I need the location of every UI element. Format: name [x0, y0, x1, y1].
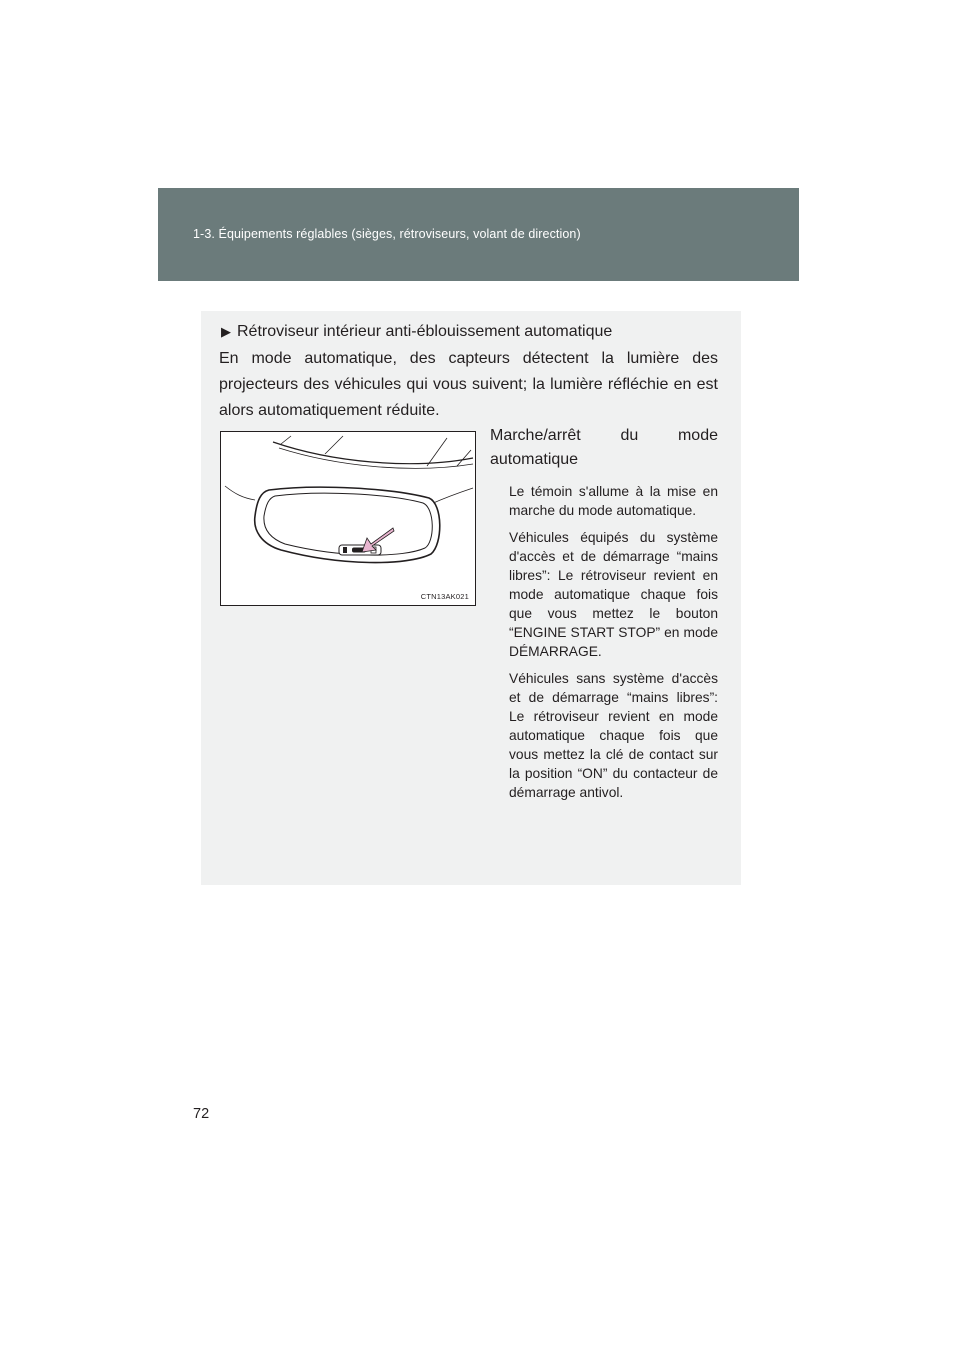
rearview-mirror-drawing — [221, 432, 475, 605]
chapter-header-title: 1-3. Équipements réglables (sièges, rétroviseurs, volant de direction) — [193, 227, 581, 241]
subsection-heading-line1: Marche/arrêt du mode — [490, 427, 718, 444]
subsection-heading-line2: automatique — [490, 451, 579, 468]
triangle-bullet-icon: ▶ — [221, 324, 231, 339]
note-item: Le témoin s'allume à la mise en marche du mode automatique. — [509, 484, 718, 518]
mirror-illustration — [220, 431, 476, 606]
figure-code: CTN13AK021 — [420, 592, 469, 601]
note-item: Véhicules équipés du système d'accès et de démarrage “mains libres”: Le rétroviseur revient en mode automatique chaque fois que vous mettez le bouton “ENGINE START STOP” en mode DÉMARRAGE. — [509, 530, 718, 659]
intro-paragraph: En mode automatique, des capteurs détectent la lumière des projecteurs des véhicules qui vous suivent; la lumière réfléchie en est alors automatiquement réduite. — [219, 350, 718, 419]
page-number: 72 — [193, 1106, 210, 1122]
subsection-heading — [490, 424, 718, 472]
note-item: Véhicules sans système d'accès et de démarrage “mains libres”: Le rétroviseur revient en mode automatique chaque fois que vous mettez la clé de contact sur la position “ON” du contacteur de démarrage antivol. — [509, 671, 718, 800]
section-heading-text: Rétroviseur intérieur anti-éblouissement automatique — [237, 323, 613, 340]
section-heading — [221, 321, 612, 343]
notes-list — [509, 482, 718, 810]
